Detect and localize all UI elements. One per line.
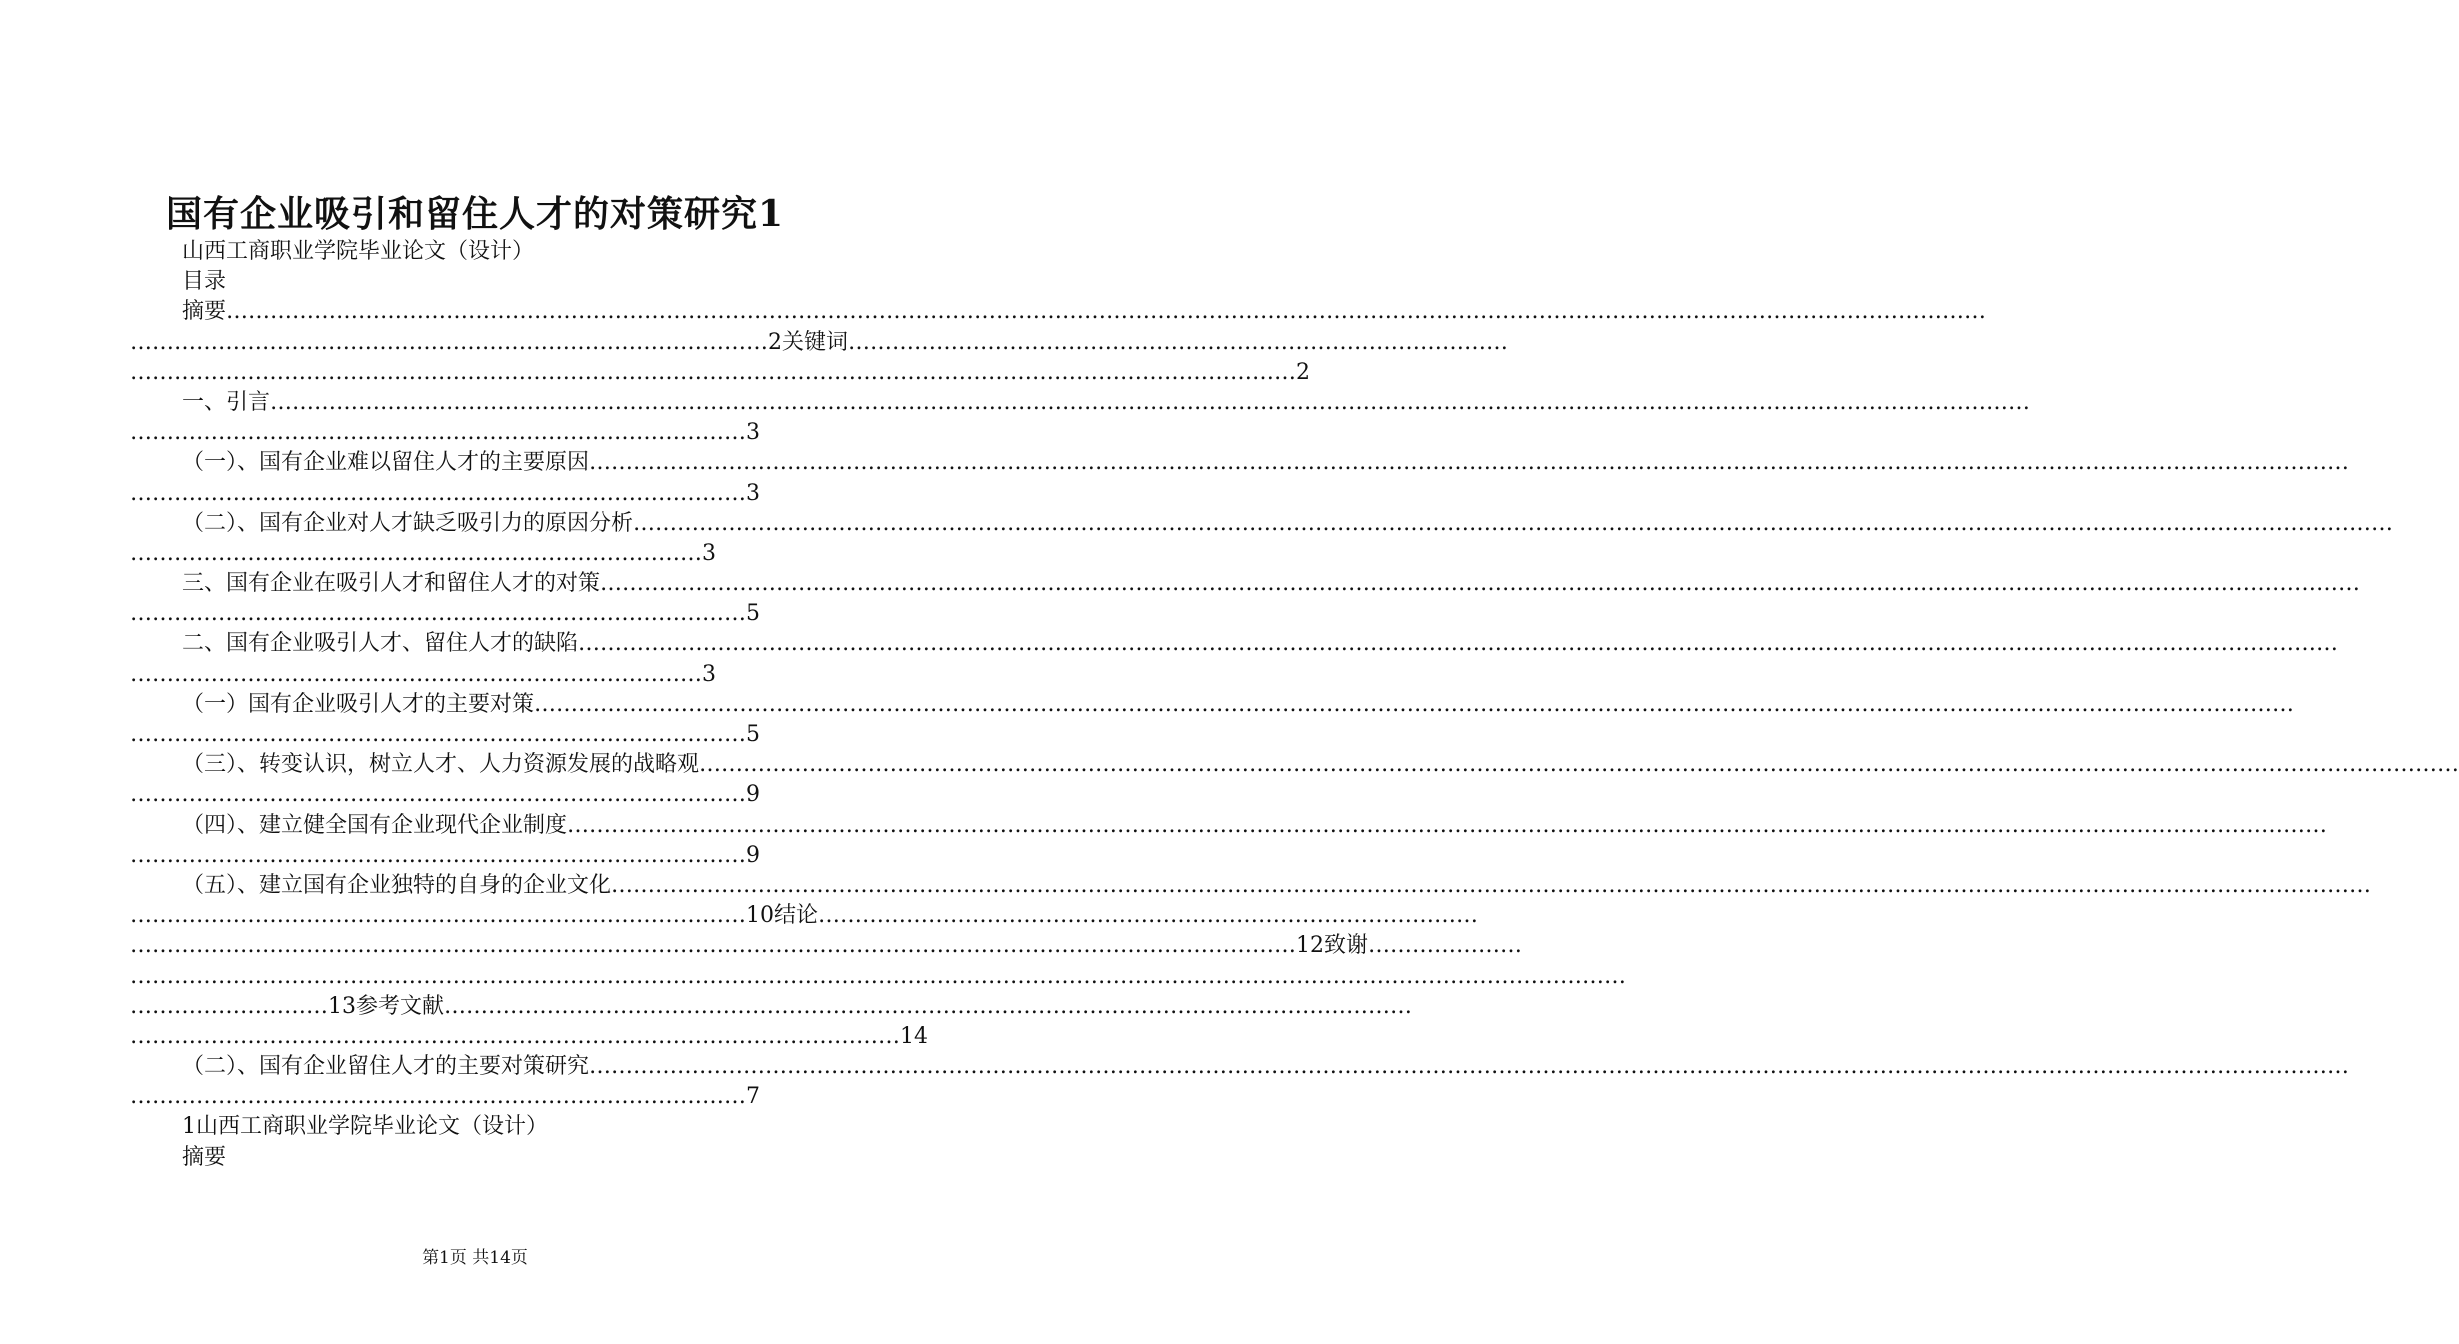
- toc-entry-page: 9: [746, 842, 760, 868]
- toc-line: [130, 780, 830, 810]
- toc-line: [130, 448, 2350, 478]
- toc-line: [130, 962, 1626, 992]
- toc-entry-page: 10: [746, 903, 774, 929]
- toc-line: [130, 297, 1987, 327]
- toc-line: [130, 750, 2459, 780]
- page-indicator: 第1页 共14页: [422, 1248, 528, 1268]
- toc-line: [130, 1022, 928, 1052]
- leader-dots: …………………………………………………………………………: [130, 722, 746, 747]
- toc-line: [130, 690, 2295, 720]
- leader-dots: ……………………………………………………………………: [130, 540, 702, 566]
- toc-line: [130, 629, 2339, 659]
- leader-dots: …………………: [1368, 933, 1523, 959]
- toc-entry-label: （二）、国有企业对人才缺乏吸引力的原因分析: [182, 510, 634, 536]
- toc-entry-page: 3: [702, 661, 716, 687]
- toc-entry-page: 14: [900, 1023, 928, 1049]
- section-heading: 摘要: [182, 1144, 227, 1170]
- leader-dots: ……………………………………………………………………………………………………………………………………………………………………………………: [130, 963, 1626, 989]
- leader-dots: ……………………………………………………………………: [130, 661, 702, 687]
- leader-dots: …………………………………………………………………………: [130, 842, 746, 868]
- toc-entry-page: 12: [1296, 933, 1324, 959]
- leader-dots: ………………………………………………………………………………: [818, 903, 1479, 929]
- leader-dots: ……………………………………………………………………………………………………………………………………………………………………………………………………………………: [270, 389, 2031, 415]
- toc-entry-page: 9: [746, 782, 760, 808]
- leader-dots: ……………………………………………………………………………………………………………………………………………: [130, 933, 1296, 959]
- document-body: [130, 237, 2459, 1173]
- toc-entry-label: （一）国有企业吸引人才的主要对策: [182, 691, 535, 717]
- leader-dots: …………………………………………………………………………: [130, 420, 746, 446]
- toc-line: [130, 1082, 830, 1112]
- leader-dots: ……………………………………………………………………………………………………………………………………………………………………………………………………………………: [578, 631, 2339, 657]
- toc-entry-page: 2: [1296, 359, 1310, 385]
- leader-dots: ……………………………………………………………………………………………………………………………………………………………………………………………………………………: [633, 510, 2394, 536]
- leader-dots: …………………………………………………………………………: [130, 480, 746, 506]
- toc-entry-label: （一）、国有企业难以留住人才的主要原因: [182, 450, 590, 476]
- toc-line: [130, 599, 830, 629]
- toc-line: [130, 841, 830, 871]
- leader-dots: …………………………………………………………………………: [130, 601, 746, 627]
- toc-entry-page: 13: [328, 993, 356, 1019]
- leader-dots: ……………………………………………………………………………………………………………………………………………………………………………………………………………………: [226, 299, 1987, 325]
- toc-entry-label: 致谢: [1324, 933, 1369, 959]
- toc-line: [130, 358, 1310, 388]
- toc-entry-page: 7: [746, 1084, 760, 1110]
- toc-line: [130, 479, 830, 509]
- toc-entry-label: （三）、转变认识，树立人才、人力资源发展的战略观: [182, 752, 700, 778]
- leader-dots: …………………………………………………………………………: [130, 782, 746, 808]
- leader-dots: ……………………………………………………………………………………………………………………………………………………………………………………………………………………: [567, 812, 2328, 838]
- body-line: 1山西工商职业学院毕业论文（设计）: [182, 1114, 548, 1140]
- toc-line: [130, 931, 1523, 961]
- leader-dots: ……………………………………………………………………………: [130, 329, 768, 355]
- leader-dots: ……………………………………………………………………………………………………………………………………………………………………………………………………………………: [600, 571, 2361, 597]
- toc-entry-page: 5: [746, 722, 760, 747]
- toc-entry-page: 3: [746, 480, 760, 506]
- toc-line: [130, 539, 830, 569]
- leader-dots: …………………………………………………………………………: [130, 903, 746, 929]
- leader-dots: ……………………………………………………………………………………………………………………………………………………………………………………………………………………: [589, 450, 2350, 476]
- leader-dots: ………………………………………………………………………………: [848, 329, 1509, 355]
- toc-entry-page: 3: [702, 540, 716, 566]
- toc-line: [130, 901, 1479, 931]
- leader-dots: ………………………: [130, 993, 328, 1019]
- toc-entry-label: 关键词: [782, 329, 849, 355]
- leader-dots: ……………………………………………………………………………………………………………………………………………………………………………………………………………………: [611, 872, 2372, 898]
- toc-entry-label: （二）、国有企业留住人才的主要对策研究: [182, 1054, 590, 1080]
- leader-dots: ……………………………………………………………………………………………………………………………………………………………………………………………………………………: [534, 691, 2295, 717]
- toc-heading: 目录: [182, 269, 227, 295]
- toc-entry-page: 2: [768, 329, 782, 355]
- leader-dots: ……………………………………………………………………………………………………………………………………………………………………………………………………………………: [589, 1054, 2350, 1080]
- leader-dots: ……………………………………………………………………………………………………………………………………………………………………………………………………………………: [699, 752, 2459, 778]
- school-line: 山西工商职业学院毕业论文（设计）: [182, 239, 535, 264]
- toc-line: [130, 418, 830, 448]
- toc-entry-label: （五）、建立国有企业独特的自身的企业文化: [182, 872, 612, 898]
- toc-entry-label: 二、国有企业吸引人才、留住人才的缺陷: [182, 631, 579, 657]
- toc-entry-page: 5: [746, 601, 760, 627]
- toc-entry-label: 参考文献: [356, 993, 445, 1019]
- toc-entry-label: 三、国有企业在吸引人才和留住人才的对策: [182, 571, 601, 597]
- leader-dots: ……………………………………………………………………………………………………………………: [444, 993, 1413, 1019]
- leader-dots: ……………………………………………………………………………………………: [130, 1023, 900, 1049]
- toc-entry-page: 3: [746, 420, 760, 446]
- leader-dots: …………………………………………………………………………: [130, 1084, 746, 1110]
- toc-line: [130, 509, 2394, 539]
- toc-line: [130, 1052, 2350, 1082]
- leader-dots: ……………………………………………………………………………………………………………………………………………: [130, 359, 1296, 385]
- document-title: 国有企业吸引和留住人才的对策研究1: [165, 193, 785, 235]
- toc-line: [130, 328, 1509, 358]
- toc-line: [130, 720, 830, 750]
- toc-entry-label: 结论: [774, 903, 819, 929]
- toc-line: [130, 388, 2031, 418]
- toc-line: [130, 811, 2328, 841]
- toc-line: [130, 660, 830, 690]
- toc-entry-label: （四）、建立健全国有企业现代企业制度: [182, 812, 568, 838]
- toc-line: [130, 871, 2372, 901]
- toc-entry-label: 一、引言: [182, 389, 271, 415]
- toc-entry-label: 摘要: [182, 299, 227, 325]
- toc-line: [130, 569, 2361, 599]
- toc-line: [130, 992, 1413, 1022]
